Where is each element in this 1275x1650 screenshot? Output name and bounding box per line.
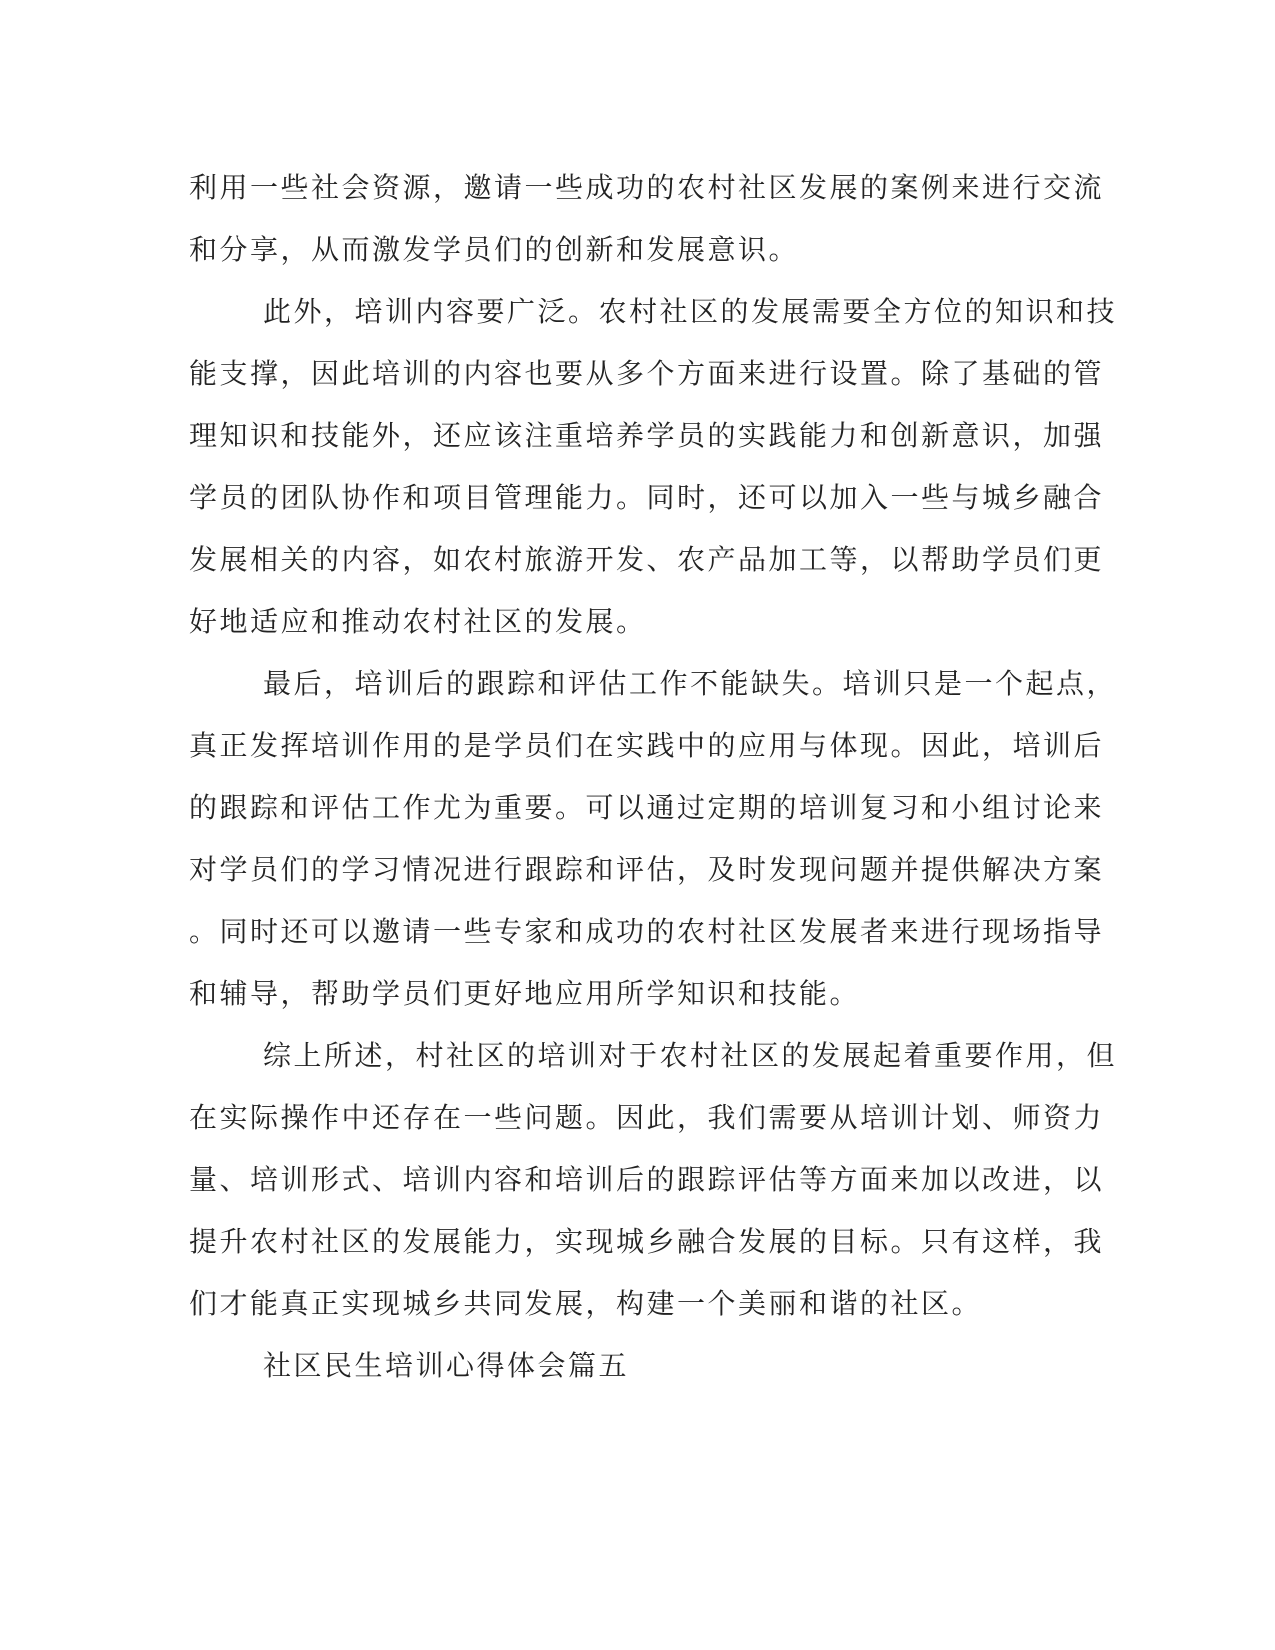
text-line: 好地适应和推动农村社区的发展。: [189, 605, 647, 638]
paragraph-tracking-evaluation: [189, 653, 1118, 1025]
section-heading: [189, 1335, 1073, 1397]
section-heading-text: 社区民生培训心得体会篇五: [263, 1349, 630, 1382]
text-line: 真正发挥培训作用的是学员们在实践中的应用与体现。因此，培训后: [189, 729, 1105, 762]
text-line: 和分享，从而激发学员们的创新和发展意识。: [189, 233, 800, 266]
text-line: 在实际操作中还存在一些问题。因此，我们需要从培训计划、师资力: [189, 1101, 1105, 1134]
text-line: 对学员们的学习情况进行跟踪和评估，及时发现问题并提供解决方案: [189, 853, 1105, 886]
text-line: 能支撑，因此培训的内容也要从多个方面来进行设置。除了基础的管: [189, 357, 1105, 390]
text-line: 。同时还可以邀请一些专家和成功的农村社区发展者来进行现场指导: [189, 915, 1105, 948]
text-line: 提升农村社区的发展能力，实现城乡融合发展的目标。只有这样，我: [189, 1225, 1105, 1258]
paragraph-continuation: [189, 157, 1105, 281]
text-line: 综上所述，村社区的培训对于农村社区的发展起着重要作用，但: [263, 1039, 1118, 1072]
paragraph-summary: [189, 1025, 1118, 1335]
paragraph-training-content: [189, 281, 1118, 653]
text-line: 发展相关的内容，如农村旅游开发、农产品加工等，以帮助学员们更: [189, 543, 1105, 576]
text-line: 学员的团队协作和项目管理能力。同时，还可以加入一些与城乡融合: [189, 481, 1105, 514]
text-line: 理知识和技能外，还应该注重培养学员的实践能力和创新意识，加强: [189, 419, 1105, 452]
text-line: 们才能真正实现城乡共同发展，构建一个美丽和谐的社区。: [189, 1287, 983, 1320]
text-line: 此外，培训内容要广泛。农村社区的发展需要全方位的知识和技: [263, 295, 1118, 328]
text-line: 量、培训形式、培训内容和培训后的跟踪评估等方面来加以改进，以: [189, 1163, 1105, 1196]
text-line: 的跟踪和评估工作尤为重要。可以通过定期的培训复习和小组讨论来: [189, 791, 1105, 824]
text-line: 最后，培训后的跟踪和评估工作不能缺失。培训只是一个起点，: [263, 667, 1118, 700]
document-body: [189, 157, 1118, 1397]
text-line: 和辅导，帮助学员们更好地应用所学知识和技能。: [189, 977, 861, 1010]
text-line: 利用一些社会资源，邀请一些成功的农村社区发展的案例来进行交流: [189, 171, 1105, 204]
